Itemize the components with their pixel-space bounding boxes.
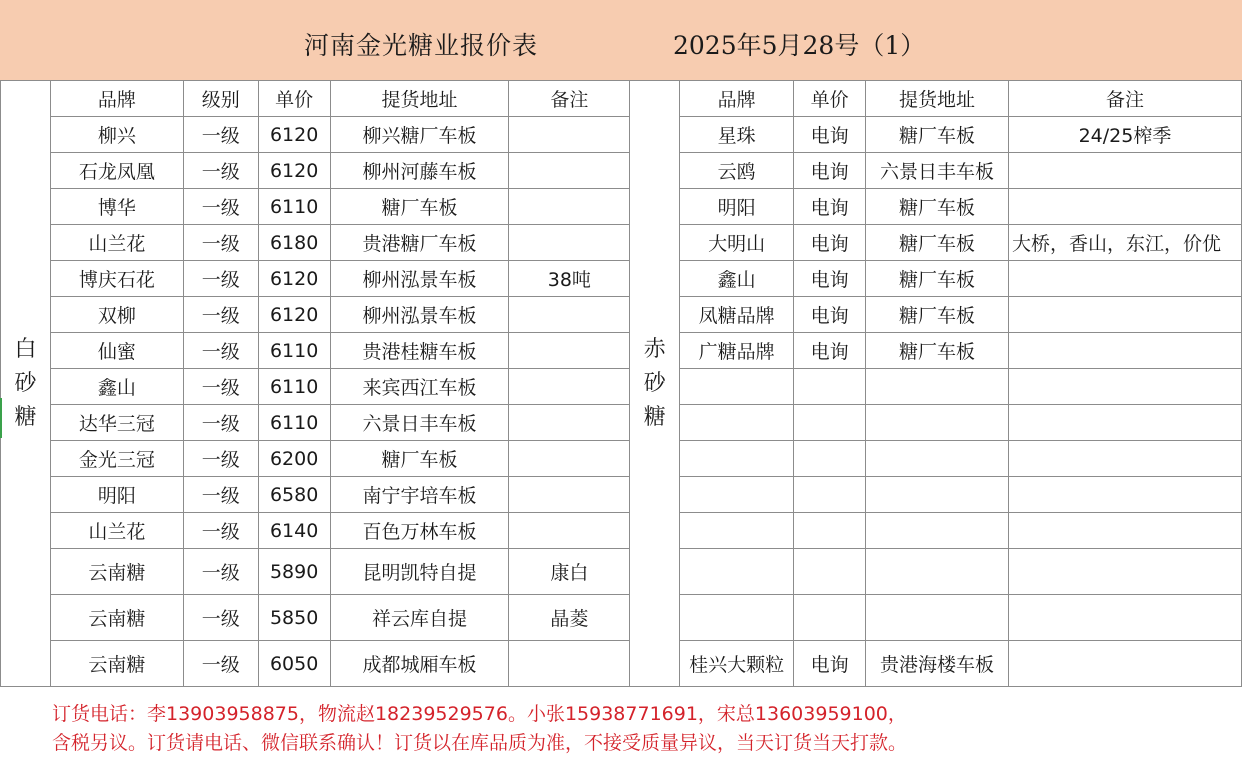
brown-cell: 糖厂车板 [866, 333, 1009, 369]
brown-cell: 桂兴大颗粒 [680, 641, 794, 687]
table-row [1, 189, 1242, 225]
brown-cell: 大桥，香山，东江，价优 [1008, 225, 1241, 261]
footer-line-1: 订货电话：李13903958875，物流赵18239529576。小张15938771691，宋总13603959100， [52, 703, 907, 725]
brown-cell [866, 513, 1009, 549]
table-row [1, 595, 1242, 641]
brown-cell [794, 405, 866, 441]
white-cell: 来宾西江车板 [330, 369, 509, 405]
brown-cell: 电询 [794, 189, 866, 225]
table-row [1, 369, 1242, 405]
brown-cell [794, 369, 866, 405]
white-cell [509, 225, 630, 261]
table-row [1, 513, 1242, 549]
white-cell: 一级 [183, 153, 258, 189]
footer-notes [52, 700, 907, 758]
category-char: 白 [14, 336, 37, 362]
white-cell: 38吨 [509, 261, 630, 297]
table-row [1, 641, 1242, 687]
brown-cell [680, 549, 794, 595]
white-cell [509, 513, 630, 549]
white-cell: 6120 [258, 117, 330, 153]
category-char: 糖 [14, 404, 37, 430]
white-cell: 5850 [258, 595, 330, 641]
table-row [1, 549, 1242, 595]
brown-cell [866, 405, 1009, 441]
category-char: 砂 [643, 370, 666, 396]
white-cell: 达华三冠 [50, 405, 183, 441]
brown-cell [1008, 261, 1241, 297]
brown-cell: 广糖品牌 [680, 333, 794, 369]
brown-cell [1008, 595, 1241, 641]
brown-cell [1008, 441, 1241, 477]
cell-marker [0, 398, 2, 438]
white-cell: 6110 [258, 333, 330, 369]
table-row [1, 225, 1242, 261]
brown-cell: 电询 [794, 225, 866, 261]
white-cell: 山兰花 [50, 513, 183, 549]
sheet-date: 2025年5月28号（1） [673, 31, 926, 60]
white-cell: 5890 [258, 549, 330, 595]
brown-cell: 电询 [794, 261, 866, 297]
brown-cell [1008, 477, 1241, 513]
white-cell: 一级 [183, 641, 258, 687]
brown-cell [680, 405, 794, 441]
brown-cell [680, 513, 794, 549]
brown-cell: 糖厂车板 [866, 189, 1009, 225]
category-char: 糖 [643, 404, 666, 430]
brown-cell: 电询 [794, 297, 866, 333]
white-cell: 云南糖 [50, 549, 183, 595]
white-cell: 柳兴糖厂车板 [330, 117, 509, 153]
white-cell: 柳州河藤车板 [330, 153, 509, 189]
table-row [1, 405, 1242, 441]
brown-cell [794, 513, 866, 549]
brown-col-header: 品牌 [680, 81, 794, 117]
white-cell: 一级 [183, 369, 258, 405]
category-brown-sugar [630, 81, 680, 687]
white-cell: 南宁宇培车板 [330, 477, 509, 513]
white-cell: 云南糖 [50, 641, 183, 687]
brown-cell [1008, 153, 1241, 189]
brown-cell: 星珠 [680, 117, 794, 153]
white-cell: 6180 [258, 225, 330, 261]
white-cell: 一级 [183, 117, 258, 153]
table-row [1, 153, 1242, 189]
brown-cell [1008, 297, 1241, 333]
brown-col-header: 备注 [1008, 81, 1241, 117]
brown-cell [866, 549, 1009, 595]
brown-cell: 24/25榨季 [1008, 117, 1241, 153]
white-cell: 6120 [258, 261, 330, 297]
white-cell [509, 405, 630, 441]
white-cell: 一级 [183, 261, 258, 297]
brown-cell [794, 595, 866, 641]
white-cell [509, 333, 630, 369]
brown-cell [866, 477, 1009, 513]
brown-cell [866, 441, 1009, 477]
white-cell: 6110 [258, 369, 330, 405]
white-cell: 金光三冠 [50, 441, 183, 477]
brown-cell: 大明山 [680, 225, 794, 261]
brown-col-header: 提货地址 [866, 81, 1009, 117]
brown-cell [1008, 189, 1241, 225]
brown-col-header: 单价 [794, 81, 866, 117]
white-cell [509, 369, 630, 405]
white-cell [509, 117, 630, 153]
sheet-title: 河南金光糖业报价表 [304, 31, 539, 60]
white-cell: 一级 [183, 297, 258, 333]
white-cell: 一级 [183, 513, 258, 549]
white-cell: 柳兴 [50, 117, 183, 153]
white-col-header: 级别 [183, 81, 258, 117]
brown-cell: 电询 [794, 333, 866, 369]
brown-cell [1008, 405, 1241, 441]
white-cell: 6050 [258, 641, 330, 687]
brown-cell [680, 477, 794, 513]
brown-cell: 云鸥 [680, 153, 794, 189]
white-cell [509, 153, 630, 189]
white-cell: 柳州泓景车板 [330, 261, 509, 297]
white-cell: 鑫山 [50, 369, 183, 405]
brown-cell [794, 477, 866, 513]
white-cell: 石龙凤凰 [50, 153, 183, 189]
white-cell: 6110 [258, 405, 330, 441]
brown-cell: 糖厂车板 [866, 297, 1009, 333]
footer-line-2: 含税另议。订货请电话、微信联系确认！订货以在库品质为准，不接受质量异议，当天订货当天打款。 [52, 732, 908, 754]
brown-cell [1008, 549, 1241, 595]
table-row [1, 441, 1242, 477]
brown-cell [794, 441, 866, 477]
brown-cell: 鑫山 [680, 261, 794, 297]
table-row [1, 477, 1242, 513]
white-cell: 一级 [183, 441, 258, 477]
category-char: 砂 [14, 370, 37, 396]
white-cell: 一级 [183, 189, 258, 225]
white-cell: 6120 [258, 297, 330, 333]
brown-cell [1008, 369, 1241, 405]
white-cell: 柳州泓景车板 [330, 297, 509, 333]
brown-cell [866, 369, 1009, 405]
table-header-row [1, 81, 1242, 117]
brown-cell: 六景日丰车板 [866, 153, 1009, 189]
brown-cell [1008, 641, 1241, 687]
brown-cell [1008, 333, 1241, 369]
brown-cell [794, 549, 866, 595]
brown-cell: 糖厂车板 [866, 225, 1009, 261]
white-cell: 6120 [258, 153, 330, 189]
white-col-header: 备注 [509, 81, 630, 117]
white-cell: 6580 [258, 477, 330, 513]
white-col-header: 品牌 [50, 81, 183, 117]
white-cell: 康白 [509, 549, 630, 595]
white-cell: 成都城厢车板 [330, 641, 509, 687]
white-cell [509, 189, 630, 225]
brown-cell [680, 369, 794, 405]
white-cell: 百色万林车板 [330, 513, 509, 549]
white-cell [509, 441, 630, 477]
white-cell: 山兰花 [50, 225, 183, 261]
brown-cell [1008, 513, 1241, 549]
brown-cell: 糖厂车板 [866, 117, 1009, 153]
price-table [0, 80, 1242, 687]
white-cell: 一级 [183, 595, 258, 641]
table-row [1, 117, 1242, 153]
brown-cell: 明阳 [680, 189, 794, 225]
white-cell: 双柳 [50, 297, 183, 333]
white-cell: 一级 [183, 477, 258, 513]
white-cell [509, 297, 630, 333]
white-cell: 六景日丰车板 [330, 405, 509, 441]
brown-cell: 糖厂车板 [866, 261, 1009, 297]
white-cell: 6140 [258, 513, 330, 549]
white-cell: 糖厂车板 [330, 441, 509, 477]
white-cell: 晶菱 [509, 595, 630, 641]
white-cell: 糖厂车板 [330, 189, 509, 225]
brown-cell: 贵港海楼车板 [866, 641, 1009, 687]
white-cell: 博庆石花 [50, 261, 183, 297]
table-row [1, 261, 1242, 297]
brown-cell: 凤糖品牌 [680, 297, 794, 333]
white-col-header: 提货地址 [330, 81, 509, 117]
white-cell: 一级 [183, 405, 258, 441]
brown-cell: 电询 [794, 153, 866, 189]
white-col-header: 单价 [258, 81, 330, 117]
white-cell: 仙蜜 [50, 333, 183, 369]
white-cell: 昆明凯特自提 [330, 549, 509, 595]
table-row [1, 297, 1242, 333]
white-cell: 一级 [183, 549, 258, 595]
brown-cell: 电询 [794, 641, 866, 687]
white-cell: 6200 [258, 441, 330, 477]
white-cell: 云南糖 [50, 595, 183, 641]
brown-cell: 电询 [794, 117, 866, 153]
category-char: 赤 [643, 336, 666, 362]
white-cell: 明阳 [50, 477, 183, 513]
brown-cell [680, 595, 794, 641]
white-cell [509, 641, 630, 687]
white-cell: 贵港桂糖车板 [330, 333, 509, 369]
white-cell: 一级 [183, 333, 258, 369]
white-cell: 祥云库自提 [330, 595, 509, 641]
white-cell: 6110 [258, 189, 330, 225]
white-cell: 博华 [50, 189, 183, 225]
brown-cell [680, 441, 794, 477]
white-cell: 一级 [183, 225, 258, 261]
white-cell [509, 477, 630, 513]
category-white-sugar [1, 81, 51, 687]
white-cell: 贵港糖厂车板 [330, 225, 509, 261]
header-band [0, 0, 1242, 81]
brown-cell [866, 595, 1009, 641]
table-row [1, 333, 1242, 369]
